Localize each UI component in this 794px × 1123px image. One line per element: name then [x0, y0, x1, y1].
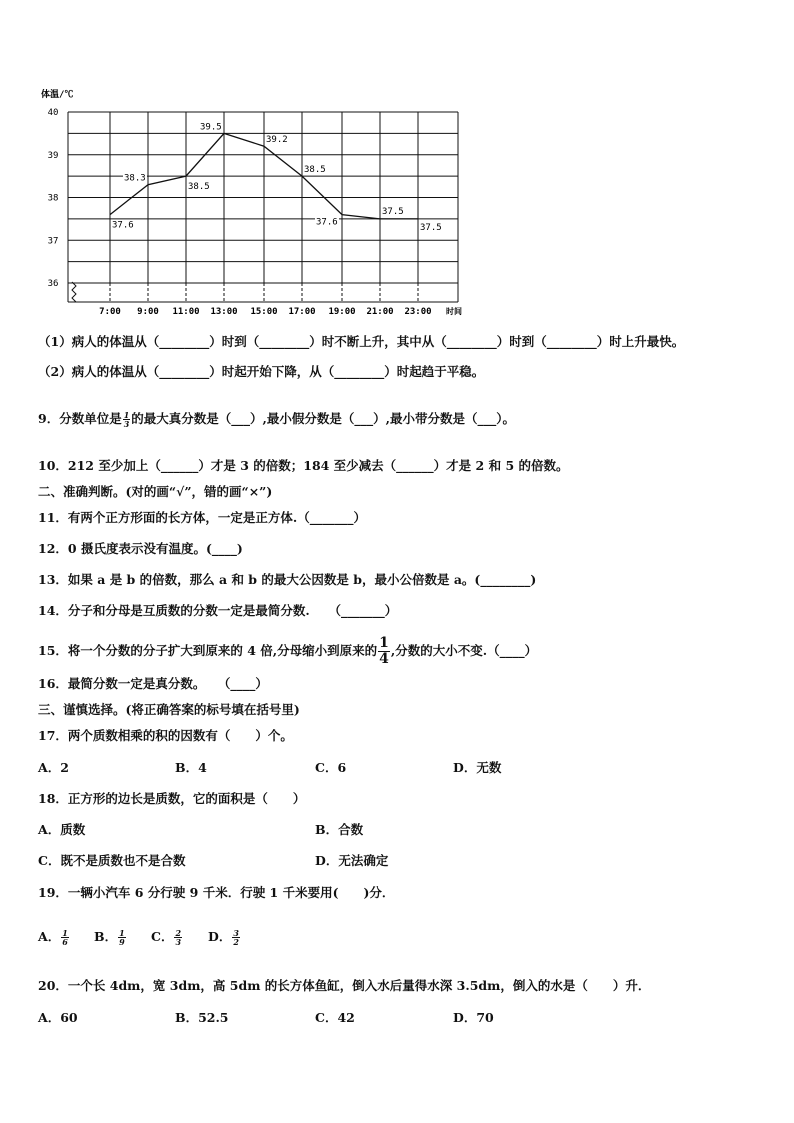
q17-option-b: B．4: [175, 760, 207, 775]
question-17: 17．两个质数相乘的积的因数有（ ）个。: [38, 728, 293, 743]
q19-option-a: A． $\frac{1}{6}$: [38, 928, 68, 947]
q19-option-b: B． $\frac{1}{9}$: [94, 928, 125, 947]
x-tick-label: 13:00: [210, 307, 238, 317]
question-18: 18．正方形的边长是质数，它的面积是（ ）: [38, 791, 306, 806]
q17-option-a: A．2: [38, 760, 69, 775]
data-label: 37.6: [316, 217, 338, 228]
x-axis-label: 时间: [446, 307, 462, 316]
q17-option-c: C．6: [315, 760, 347, 775]
y-tick-label: 39: [47, 150, 59, 161]
data-labels: [111, 121, 443, 233]
question-12: 12．0 摄氏度表示没有温度。(____): [38, 541, 243, 556]
section-2-heading: 二、准确判断。(对的画“√”，错的画“×”): [38, 484, 273, 499]
x-tick-label: 15:00: [250, 307, 278, 317]
question-13: 13．如果 a 是 b 的倍数，那么 a 和 b 的最大公因数是 b，最小公倍数是 a。(________): [38, 572, 537, 587]
data-label: 39.5: [200, 122, 222, 133]
data-label: 38.3: [124, 173, 146, 184]
y-tick-label: 40: [47, 108, 59, 118]
q8-sub2: （2）病人的体温从（________）时起开始下降，从（________）时起趋于平稳。: [38, 364, 485, 379]
data-label: 37.6: [112, 220, 134, 231]
question-11: 11．有两个正方形面的长方体，一定是正方体.（_______）: [38, 510, 366, 525]
section-3-heading: 三、谨慎选择。(将正确答案的标号填在括号里): [38, 702, 300, 717]
q19-option-d: D． $\frac{3}{2}$: [208, 928, 239, 947]
x-tick-label: 21:00: [366, 307, 394, 317]
data-label: 37.5: [382, 206, 404, 217]
q18-option-d: D．无法确定: [315, 853, 389, 868]
temperature-chart: [0, 0, 794, 330]
data-label: 39.2: [266, 135, 288, 146]
question-10: 10．212 至少加上（______）才是 3 的倍数；184 至少减去（______）才是 2 和 5 的倍数。: [38, 458, 569, 473]
q18-option-a: A．质数: [38, 822, 86, 837]
y-tick-labels: [48, 108, 59, 289]
x-tick-label: 19:00: [328, 307, 356, 317]
question-14: 14．分子和分母是互质数的分数一定是最简分数. （_______）: [38, 603, 398, 618]
x-tick-labels: [99, 307, 431, 317]
question-16: 16．最简分数一定是真分数。 （____）: [38, 676, 268, 691]
x-tick-label: 23:00: [404, 307, 432, 317]
x-tick-label: 7:00: [99, 307, 121, 317]
question-20: 20．一个长 4dm，宽 3dm，高 5dm 的长方体鱼缸，倒入水后量得水深 3.5dm，倒入的水是（ ）升．: [38, 978, 651, 993]
q20-option-b: B．52.5: [175, 1010, 229, 1025]
q20-option-d: D．70: [453, 1010, 494, 1025]
q15-fraction: $\frac{1}{4}$: [379, 635, 389, 667]
q20-option-a: A．60: [38, 1010, 78, 1025]
q9-post: 的最大真分数是（___）,最小假分数是（___）,最小带分数是（___）。: [131, 411, 515, 426]
question-9: [38, 411, 515, 428]
q19-option-c: C． $\frac{2}{3}$: [151, 928, 182, 947]
q20-option-c: C．42: [315, 1010, 355, 1025]
axis-break-icon: [72, 282, 76, 302]
x-tick-label: 17:00: [288, 307, 316, 317]
question-19: 19．一辆小汽车 6 分行驶 9 千米．行驶 1 千米要用( )分．: [38, 885, 395, 900]
q9-pre: 9．分数单位是: [38, 411, 122, 426]
question-15: [38, 636, 537, 667]
x-tick-label: 9:00: [137, 307, 159, 317]
y-tick-label: 38: [47, 193, 59, 204]
data-label: 38.5: [304, 165, 326, 176]
data-label: 37.5: [420, 222, 442, 233]
q15-pre: 15．将一个分数的分子扩大到原来的 4 倍,分母缩小到原来的: [38, 643, 378, 658]
y-axis-label: 体温/℃: [41, 90, 74, 100]
y-tick-label: 36: [47, 279, 59, 289]
y-tick-label: 37: [47, 236, 59, 247]
x-tick-label: 11:00: [172, 307, 200, 317]
q15-post: ,分数的大小不变.（____）: [390, 643, 538, 658]
q9-fraction: $\frac{1}{3}$: [123, 410, 130, 429]
q8-sub1: （1）病人的体温从（________）时到（________）时不断上升，其中从（________）时到（________）时上升最快。: [38, 334, 685, 349]
q18-option-c: C．既不是质数也不是合数: [38, 853, 186, 868]
q17-option-d: D．无数: [453, 760, 502, 775]
data-label: 38.5: [188, 182, 210, 193]
q18-option-b: B．合数: [315, 822, 364, 837]
